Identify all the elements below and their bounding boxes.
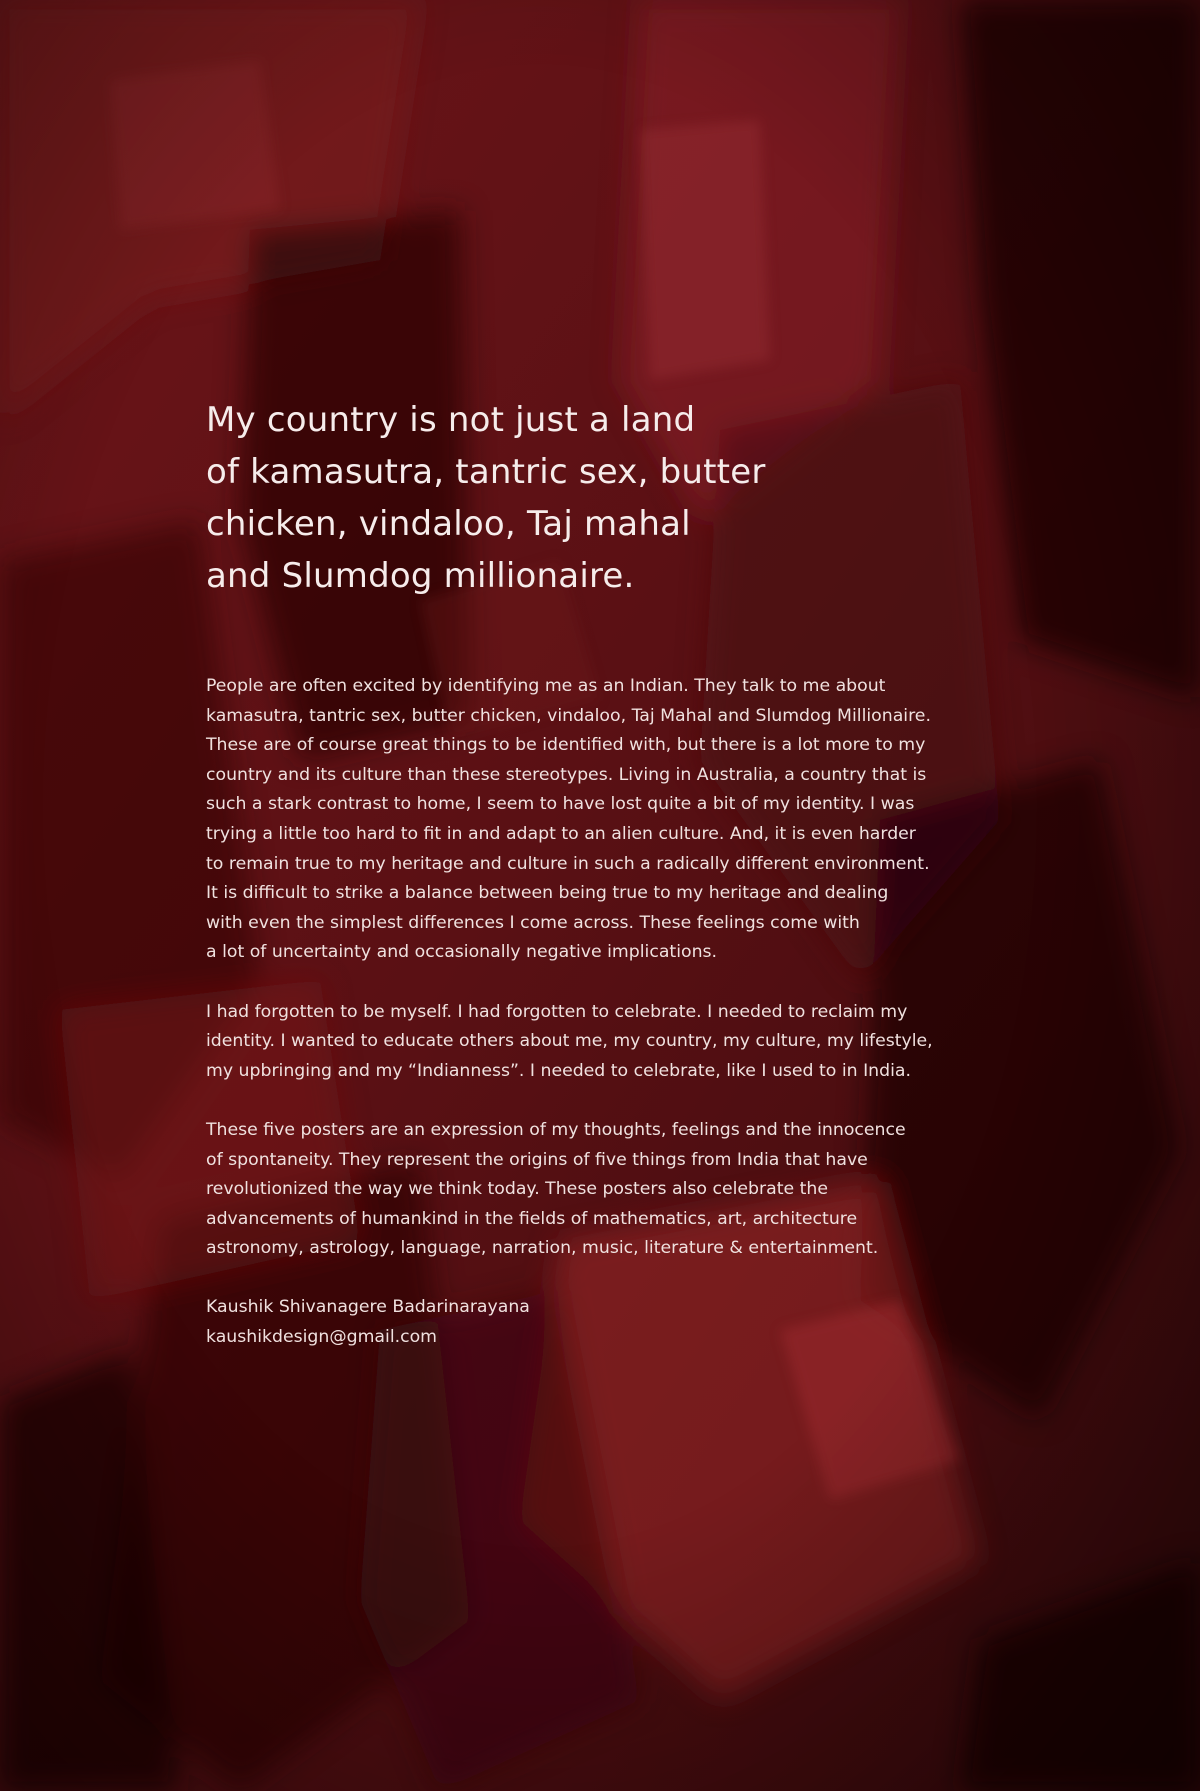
author-name: Kaushik Shivanagere Badarinarayana	[206, 1297, 530, 1318]
paragraph-reclaim	[206, 998, 1006, 1087]
text-line: with even the simplest differences I come across. These feelings come with	[206, 912, 860, 933]
headline	[206, 394, 1006, 602]
paragraph-posters	[206, 1116, 1006, 1264]
text-line: a lot of uncertainty and occasionally negative implications.	[206, 942, 718, 963]
text-line: These five posters are an expression of my thoughts, feelings and the innocence	[206, 1119, 906, 1140]
text-line: astronomy, astrology, language, narration, music, literature & entertainment.	[206, 1238, 879, 1259]
text-line: my upbringing and my “Indianness”. I needed to celebrate, like I used to in India.	[206, 1060, 911, 1081]
text-line: trying a little too hard to fit in and adapt to an alien culture. And, it is even harder	[206, 823, 916, 844]
headline-line: chicken, vindaloo, Taj mahal	[206, 504, 691, 544]
text-line: I had forgotten to be myself. I had forgotten to celebrate. I needed to reclaim my	[206, 1001, 908, 1022]
text-line: to remain true to my heritage and culture in such a radically different environment.	[206, 853, 930, 874]
headline-line: My country is not just a land	[206, 400, 696, 440]
text-line: country and its culture than these stereotypes. Living in Australia, a country that is	[206, 764, 927, 785]
signature	[206, 1293, 1006, 1352]
text-line: such a stark contrast to home, I seem to have lost quite a bit of my identity. I was	[206, 794, 915, 815]
text-line: It is difficult to strike a balance between being true to my heritage and dealing	[206, 883, 889, 904]
text-content	[206, 394, 1006, 1353]
text-line: These are of course great things to be identified with, but there is a lot more to my	[206, 735, 926, 756]
text-line: People are often excited by identifying me as an Indian. They talk to me about	[206, 676, 886, 696]
author-email: kaushikdesign@gmail.com	[206, 1327, 438, 1348]
body-text	[206, 672, 1006, 1353]
headline-line: and Slumdog millionaire.	[206, 556, 635, 596]
headline-line: of kamasutra, tantric sex, butter	[206, 452, 766, 492]
text-line: revolutionized the way we think today. These posters also celebrate the	[206, 1179, 828, 1200]
text-line: advancements of humankind in the fields of mathematics, art, architecture	[206, 1208, 858, 1229]
text-line: identity. I wanted to educate others about me, my country, my culture, my lifestyle,	[206, 1031, 933, 1052]
paragraph-intro	[206, 672, 1006, 968]
text-line: kamasutra, tantric sex, butter chicken, vindaloo, Taj Mahal and Slumdog Millionaire.	[206, 705, 931, 726]
text-line: of spontaneity. They represent the origins of five things from India that have	[206, 1149, 868, 1170]
